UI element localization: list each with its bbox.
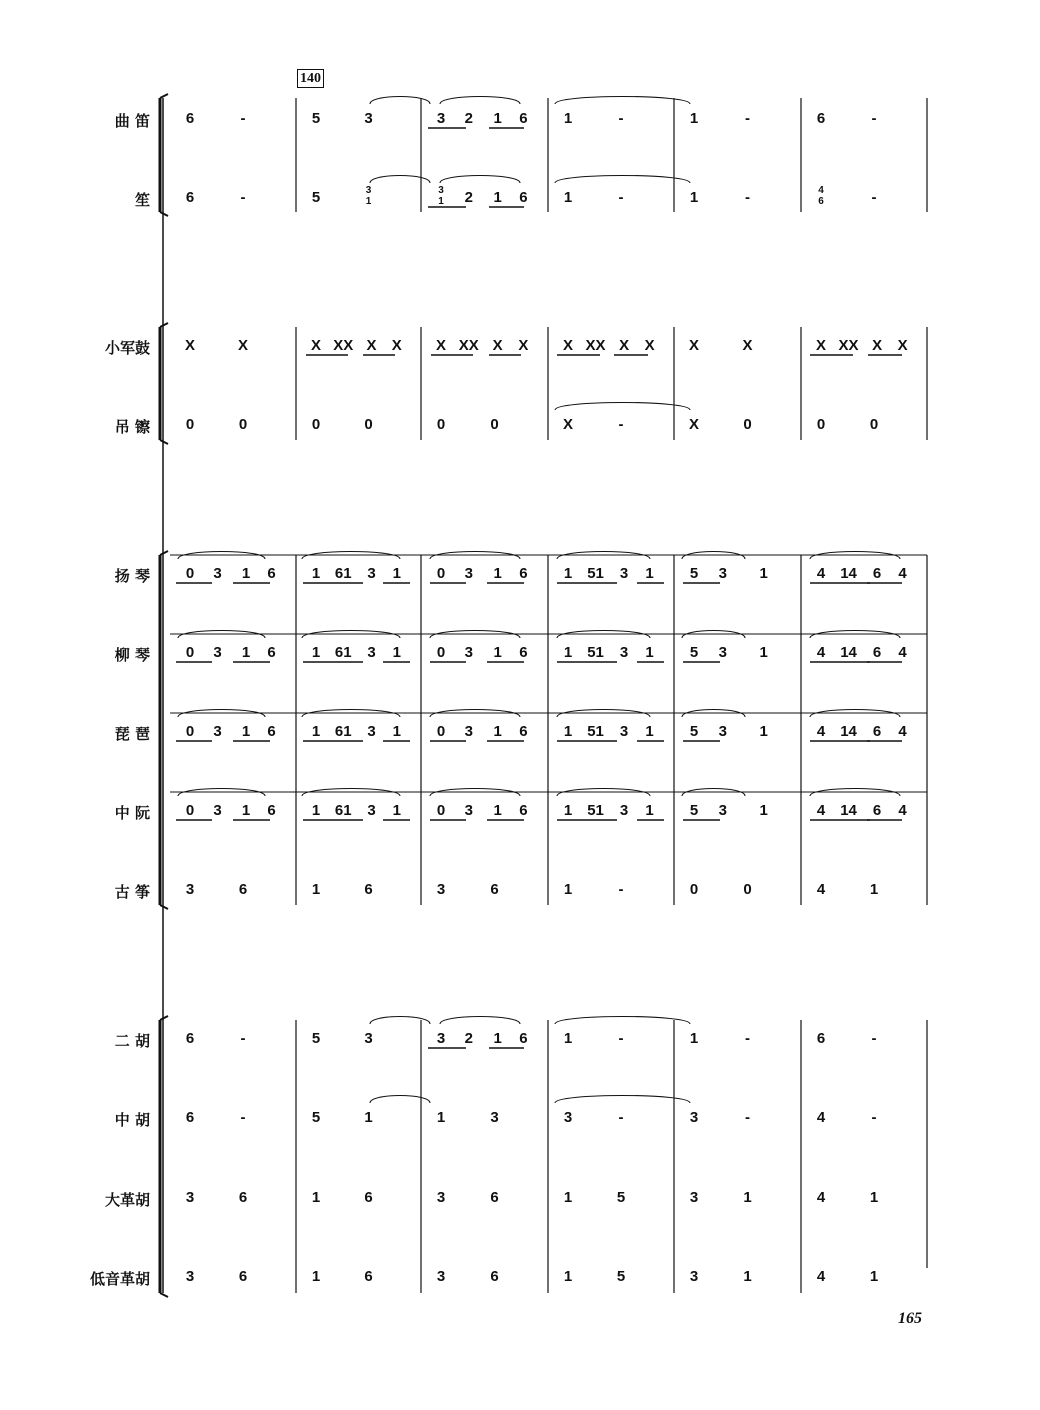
note-pipa: 6 [872,723,882,740]
note-zhongruan: 0 [436,802,446,819]
note-erhu: - [871,1030,877,1047]
instrument-label-yangqin: 扬 琴 [114,567,150,585]
note-yangqin: 4 [898,565,907,582]
note-pipa: 4 [816,723,826,740]
instrument-label-liuqin: 柳 琴 [114,646,150,664]
note-sheng: - [618,189,624,206]
note-zhonghu: 3 [689,1109,699,1126]
note-zhongruan: 1 [563,802,573,819]
tie-slur [555,97,690,105]
note-xiaojungu: X [184,337,195,354]
note-xiaojungu: X [391,337,402,354]
note-diaobo: 0 [816,416,826,433]
note-guzheng: 1 [869,881,879,898]
note-guzheng: 4 [816,881,826,898]
note-erhu: - [745,1030,751,1047]
note-erhu: 1 [563,1030,573,1047]
note-erhu: 6 [185,1030,195,1047]
note-diyingehu: 1 [743,1268,752,1285]
note-diyingehu: 3 [185,1268,195,1285]
note-zhonghu: 4 [816,1109,826,1126]
note-erhu: - [618,1030,624,1047]
instrument-label-zhonghu: 中 胡 [114,1111,150,1129]
note-diaobo: 0 [436,416,446,433]
group-bracket-cap [160,1016,168,1020]
instrument-label-diyingehu: 低音革胡 [89,1270,150,1288]
note-pipa: 1 [241,723,251,740]
note-zhongruan: 6 [872,802,882,819]
note-yangqin: 6 [872,565,882,582]
note-diaobo: 0 [364,416,373,433]
note-xiaojungu: XX [585,337,606,354]
note-qudi: 1 [689,110,699,127]
group-bracket-cap [160,94,168,98]
note-xiaojungu: X [492,337,503,354]
note-yangqin: 5 [689,565,699,582]
tie-slur [555,1096,690,1104]
note-zhongruan: 51 [587,802,604,819]
instrument-label-erhu: 二 胡 [114,1032,150,1050]
note-zhongruan: 3 [367,802,376,819]
note-yangqin: 3 [718,565,727,582]
note-yangqin: 0 [185,565,195,582]
note-diaobo: - [618,416,624,433]
note-sheng: 6 [519,189,528,206]
note-xiaojungu: XX [333,337,354,354]
note-yangqin: 3 [367,565,376,582]
note-liuqin: 4 [816,644,826,661]
note-sheng: 6 [185,189,195,206]
note-sheng: - [871,189,877,206]
page-number: 165 [898,1310,922,1327]
note-xiaojungu: X [815,337,826,354]
slur [440,97,520,105]
note-liuqin: 6 [267,644,276,661]
instrument-label-xiaojungu: 小军鼓 [104,339,150,357]
note-zhonghu: 5 [311,1109,321,1126]
note-liuqin: 51 [587,644,604,661]
note-yangqin: 1 [563,565,573,582]
note-diyingehu: 6 [364,1268,373,1285]
note-pipa: 1 [392,723,401,740]
note-liuqin: 61 [334,644,352,661]
note-zhongruan: 1 [241,802,251,819]
note-liuqin: 1 [493,644,502,661]
note-xiaojungu: X [435,337,446,354]
note-qudi: 5 [311,110,321,127]
note-sheng: 4 6 [818,185,824,207]
note-dagehu: 1 [743,1189,752,1206]
note-qudi: 3 [364,110,373,127]
note-yangqin: 6 [519,565,528,582]
note-pipa: 51 [587,723,604,740]
note-zhongruan: 1 [392,802,401,819]
note-zhongruan: 1 [311,802,321,819]
tie-slur [555,176,690,184]
note-pipa: 6 [267,723,276,740]
note-qudi: 6 [519,110,528,127]
note-diaobo: 0 [869,416,879,433]
note-zhonghu: 3 [563,1109,573,1126]
note-qudi: 2 [464,110,473,127]
note-xiaojungu: X [688,337,699,354]
note-liuqin: 1 [563,644,573,661]
group-bracket-cap [160,905,168,909]
note-liuqin: 6 [872,644,882,661]
note-pipa: 4 [898,723,907,740]
note-diaobo: X [562,416,573,433]
note-zhongruan: 1 [645,802,654,819]
note-yangqin: 1 [311,565,321,582]
note-zhongruan: 6 [267,802,276,819]
note-zhongruan: 3 [619,802,629,819]
slur [440,1017,520,1025]
note-pipa: 1 [311,723,321,740]
note-erhu: - [240,1030,246,1047]
note-pipa: 1 [645,723,654,740]
note-liuqin: 3 [367,644,376,661]
group-bracket-cap [160,551,168,555]
group-bracket-cap [160,1293,168,1297]
note-erhu: 6 [816,1030,826,1047]
note-diyingehu: 1 [869,1268,879,1285]
note-zhonghu: - [240,1109,246,1126]
note-sheng: - [240,189,246,206]
tie-slur [555,403,690,411]
note-yangqin: 1 [241,565,251,582]
note-dagehu: 6 [490,1189,499,1206]
note-erhu: 3 [436,1030,446,1047]
note-pipa: 1 [563,723,573,740]
note-pipa: 6 [519,723,528,740]
instrument-label-diaobo: 吊 镲 [114,418,150,436]
note-guzheng: 6 [364,881,373,898]
note-liuqin: 3 [718,644,727,661]
note-erhu: 2 [464,1030,473,1047]
note-qudi: 1 [493,110,502,127]
instrument-label-zhongruan: 中 阮 [114,804,150,822]
note-yangqin: 61 [334,565,352,582]
note-diyingehu: 6 [490,1268,499,1285]
note-dagehu: 3 [185,1189,195,1206]
note-zhongruan: 4 [816,802,826,819]
note-yangqin: 1 [392,565,401,582]
note-xiaojungu: X [897,337,908,354]
note-diyingehu: 5 [616,1268,626,1285]
note-liuqin: 5 [689,644,699,661]
note-qudi: - [618,110,624,127]
note-guzheng: 0 [743,881,752,898]
note-pipa: 3 [367,723,376,740]
note-dagehu: 1 [563,1189,573,1206]
note-yangqin: 4 [816,565,826,582]
note-sheng: 3 1 [438,185,444,207]
note-pipa: 5 [689,723,699,740]
rehearsal-mark: 140 [297,69,324,88]
group-bracket-cap [160,212,168,216]
note-sheng: 1 [563,189,573,206]
note-xiaojungu: X [562,337,573,354]
note-guzheng: 6 [490,881,499,898]
note-liuqin: 14 [840,644,857,661]
note-sheng: 2 [464,189,473,206]
note-erhu: 3 [364,1030,373,1047]
instrument-label-dagehu: 大革胡 [104,1191,150,1209]
note-diaobo: 0 [490,416,499,433]
note-qudi: 6 [816,110,826,127]
note-liuqin: 3 [464,644,473,661]
note-diyingehu: 4 [816,1268,826,1285]
note-pipa: 3 [619,723,629,740]
note-guzheng: 3 [185,881,195,898]
group-bracket-cap [160,440,168,444]
note-pipa: 14 [840,723,857,740]
note-yangqin: 6 [267,565,276,582]
note-diaobo: 0 [311,416,321,433]
note-erhu: 6 [519,1030,528,1047]
note-xiaojungu: X [518,337,529,354]
note-zhongruan: 1 [759,802,768,819]
note-dagehu: 1 [311,1189,321,1206]
note-zhonghu: 1 [364,1109,373,1126]
note-diyingehu: 3 [689,1268,699,1285]
note-diyingehu: 6 [238,1268,248,1285]
note-diaobo: 0 [743,416,752,433]
note-dagehu: 6 [364,1189,373,1206]
note-zhongruan: 3 [464,802,473,819]
note-dagehu: 3 [689,1189,699,1206]
note-diaobo: 0 [238,416,248,433]
note-yangqin: 3 [464,565,473,582]
note-pipa: 61 [334,723,352,740]
note-liuqin: 1 [392,644,401,661]
note-zhonghu: - [745,1109,751,1126]
note-sheng: 3 1 [365,185,372,207]
note-yangqin: 3 [619,565,629,582]
note-guzheng: 3 [436,881,446,898]
note-liuqin: 3 [213,644,222,661]
note-guzheng: 1 [311,881,321,898]
note-diyingehu: 3 [436,1268,446,1285]
note-yangqin: 51 [587,565,604,582]
note-diaobo: X [688,416,699,433]
note-xiaojungu: X [644,337,655,354]
note-yangqin: 14 [840,565,857,582]
note-liuqin: 6 [519,644,528,661]
slur [440,176,520,184]
note-xiaojungu: X [872,337,883,354]
note-xiaojungu: X [619,337,630,354]
note-xiaojungu: X [310,337,321,354]
note-qudi: - [240,110,246,127]
instrument-label-sheng: 笙 [134,191,150,209]
note-zhonghu: 1 [436,1109,446,1126]
note-zhongruan: 61 [334,802,352,819]
note-xiaojungu: XX [458,337,479,354]
note-qudi: - [871,110,877,127]
note-dagehu: 6 [238,1189,248,1206]
note-zhongruan: 6 [519,802,528,819]
note-xiaojungu: XX [838,337,859,354]
note-sheng: 1 [493,189,502,206]
note-liuqin: 1 [759,644,768,661]
note-pipa: 3 [718,723,727,740]
note-sheng: 1 [689,189,699,206]
note-liuqin: 4 [898,644,907,661]
note-liuqin: 1 [311,644,321,661]
note-xiaojungu: X [238,337,249,354]
note-dagehu: 3 [436,1189,446,1206]
group-bracket-cap [160,323,168,327]
note-yangqin: 3 [213,565,222,582]
note-erhu: 1 [689,1030,699,1047]
note-diaobo: 0 [185,416,195,433]
note-zhongruan: 14 [840,802,857,819]
tie-slur [555,1017,690,1025]
note-qudi: - [745,110,751,127]
note-liuqin: 0 [185,644,195,661]
note-pipa: 0 [436,723,446,740]
note-pipa: 0 [185,723,195,740]
note-yangqin: 1 [493,565,502,582]
note-diyingehu: 1 [563,1268,573,1285]
note-dagehu: 1 [869,1189,879,1206]
note-zhonghu: 6 [185,1109,195,1126]
note-zhongruan: 1 [493,802,502,819]
note-zhongruan: 5 [689,802,699,819]
instrument-label-pipa: 琵 琶 [114,725,150,743]
note-erhu: 5 [311,1030,321,1047]
note-zhonghu: 3 [490,1109,499,1126]
note-xiaojungu: X [366,337,377,354]
note-dagehu: 5 [616,1189,626,1206]
note-zhongruan: 3 [718,802,727,819]
note-dagehu: 4 [816,1189,826,1206]
note-liuqin: 0 [436,644,446,661]
note-diyingehu: 1 [311,1268,321,1285]
note-guzheng: - [618,881,624,898]
note-zhongruan: 3 [213,802,222,819]
note-guzheng: 0 [689,881,699,898]
note-yangqin: 0 [436,565,446,582]
note-erhu: 1 [493,1030,502,1047]
note-liuqin: 1 [645,644,654,661]
note-yangqin: 1 [759,565,768,582]
note-qudi: 3 [436,110,446,127]
note-qudi: 6 [185,110,195,127]
instrument-label-guzheng: 古 筝 [114,883,150,901]
note-zhongruan: 4 [898,802,907,819]
instrument-label-qudi: 曲 笛 [114,112,150,130]
note-liuqin: 3 [619,644,629,661]
note-pipa: 1 [759,723,768,740]
note-xiaojungu: X [742,337,753,354]
note-qudi: 1 [563,110,573,127]
note-pipa: 1 [493,723,502,740]
note-guzheng: 6 [238,881,248,898]
note-sheng: 5 [311,189,321,206]
note-zhongruan: 0 [185,802,195,819]
note-guzheng: 1 [563,881,573,898]
note-pipa: 3 [464,723,473,740]
note-sheng: - [745,189,751,206]
note-zhonghu: - [618,1109,624,1126]
note-zhonghu: - [871,1109,877,1126]
note-pipa: 3 [213,723,222,740]
note-liuqin: 1 [241,644,251,661]
note-yangqin: 1 [645,565,654,582]
